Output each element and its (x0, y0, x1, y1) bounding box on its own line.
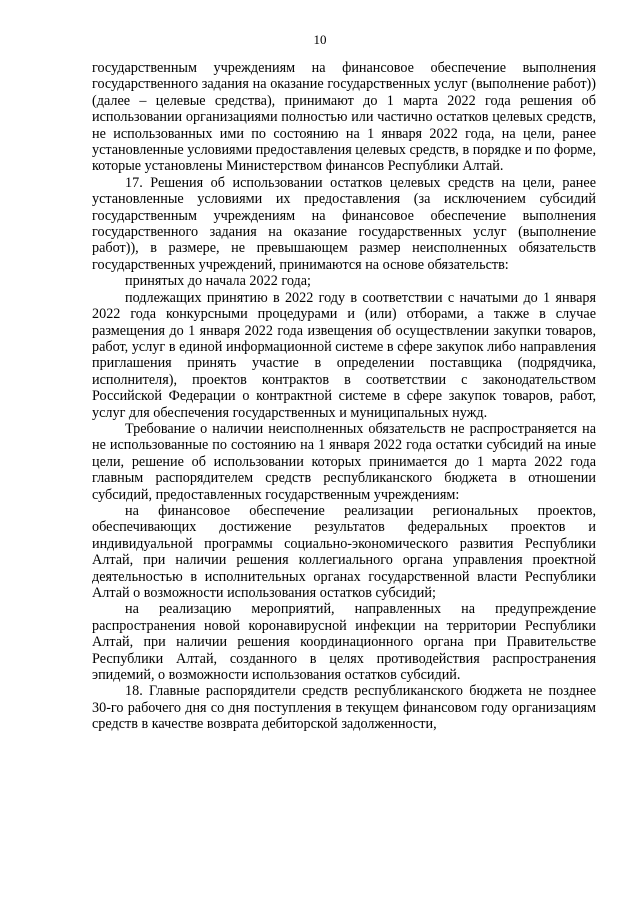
paragraph-17: 17. Решения об использовании остатков целевых средств на цели, ранее установленные условиями их предоставления (за исключением субсидий государственным учреждениям на финансовое обеспечение выполнения государственного задания на оказание государственных услуг (выполнение работ)), в размере, не превышающем размер неисполненных обязательств государственных учреждений, принимаются на основе обязательств: (92, 174, 596, 273)
document-body (92, 60, 596, 733)
paragraph-item-before-2022: принятых до начала 2022 года; (125, 273, 311, 290)
paragraph-item-to-be-accepted: подлежащих принятию в 2022 году в соответствии с начатыми до 1 января 2022 года конкурсными процедурами и (или) отборами, а также в случае размещения до 1 января 2022 года извещения об осуществлении закупки товаров, работ, услуг в единой информационной системе в сфере закупок либо направления приглашения принять участие в определении поставщика (подрядчика, исполнителя), проектов контрактов в соответствии с законодательством Российской Федерации о контрактной системе в сфере закупок товаров, работ, услуг для обеспечения государственных и муниципальных нужд. (92, 289, 596, 421)
paragraph-regional-projects: на финансовое обеспечение реализации региональных проектов, обеспечивающих достижение результатов федеральных проектов и индивидуальной программы социально-экономического развития Республики Алтай, при наличии решения коллегиального органа управления проектной деятельностью в исполнительных органах государственной власти Республики Алтай о возможности использования остатков субсидий; (92, 502, 596, 601)
paragraph-coronavirus: на реализацию мероприятий, направленных на предупреждение распространения новой коронавирусной инфекции на территории Республики Алтай, при наличии решения координационного органа при Правительстве Республики Алтай, созданного в целях противодействия распространения эпидемий, о возможности использования остатков субсидий. (92, 601, 596, 684)
page-number: 10 (313, 32, 327, 47)
paragraph-18: 18. Главные распорядители средств республиканского бюджета не позднее 30-го рабочего дня со дня поступления в текущем финансовом году организациям средств в качестве возврата дебиторской задолженности, (92, 683, 596, 733)
paragraph-continuation: государственным учреждениям на финансовое обеспечение выполнения государственного задания на оказание государственных услуг (выполнение работ)) (далее – целевые средства), принимают до 1 марта 2022 года решения об использовании организациями полностью или частично остатков целевых средств, не использованных ими по состоянию на 1 января 2022 года, на цели, ранее установленные условиями предоставления целевых средств, в порядке и по форме, которые установлены Министерством финансов Республики Алтай. (92, 60, 596, 175)
paragraph-requirement: Требование о наличии неисполненных обязательств не распространяется на не использованные по состоянию на 1 января 2022 года остатки субсидий на иные цели, решение об использовании которых принимается до 1 марта 2022 года главным распорядителем средств республиканского бюджета в отношении субсидий, предоставленных государственным учреждениям: (92, 420, 596, 503)
